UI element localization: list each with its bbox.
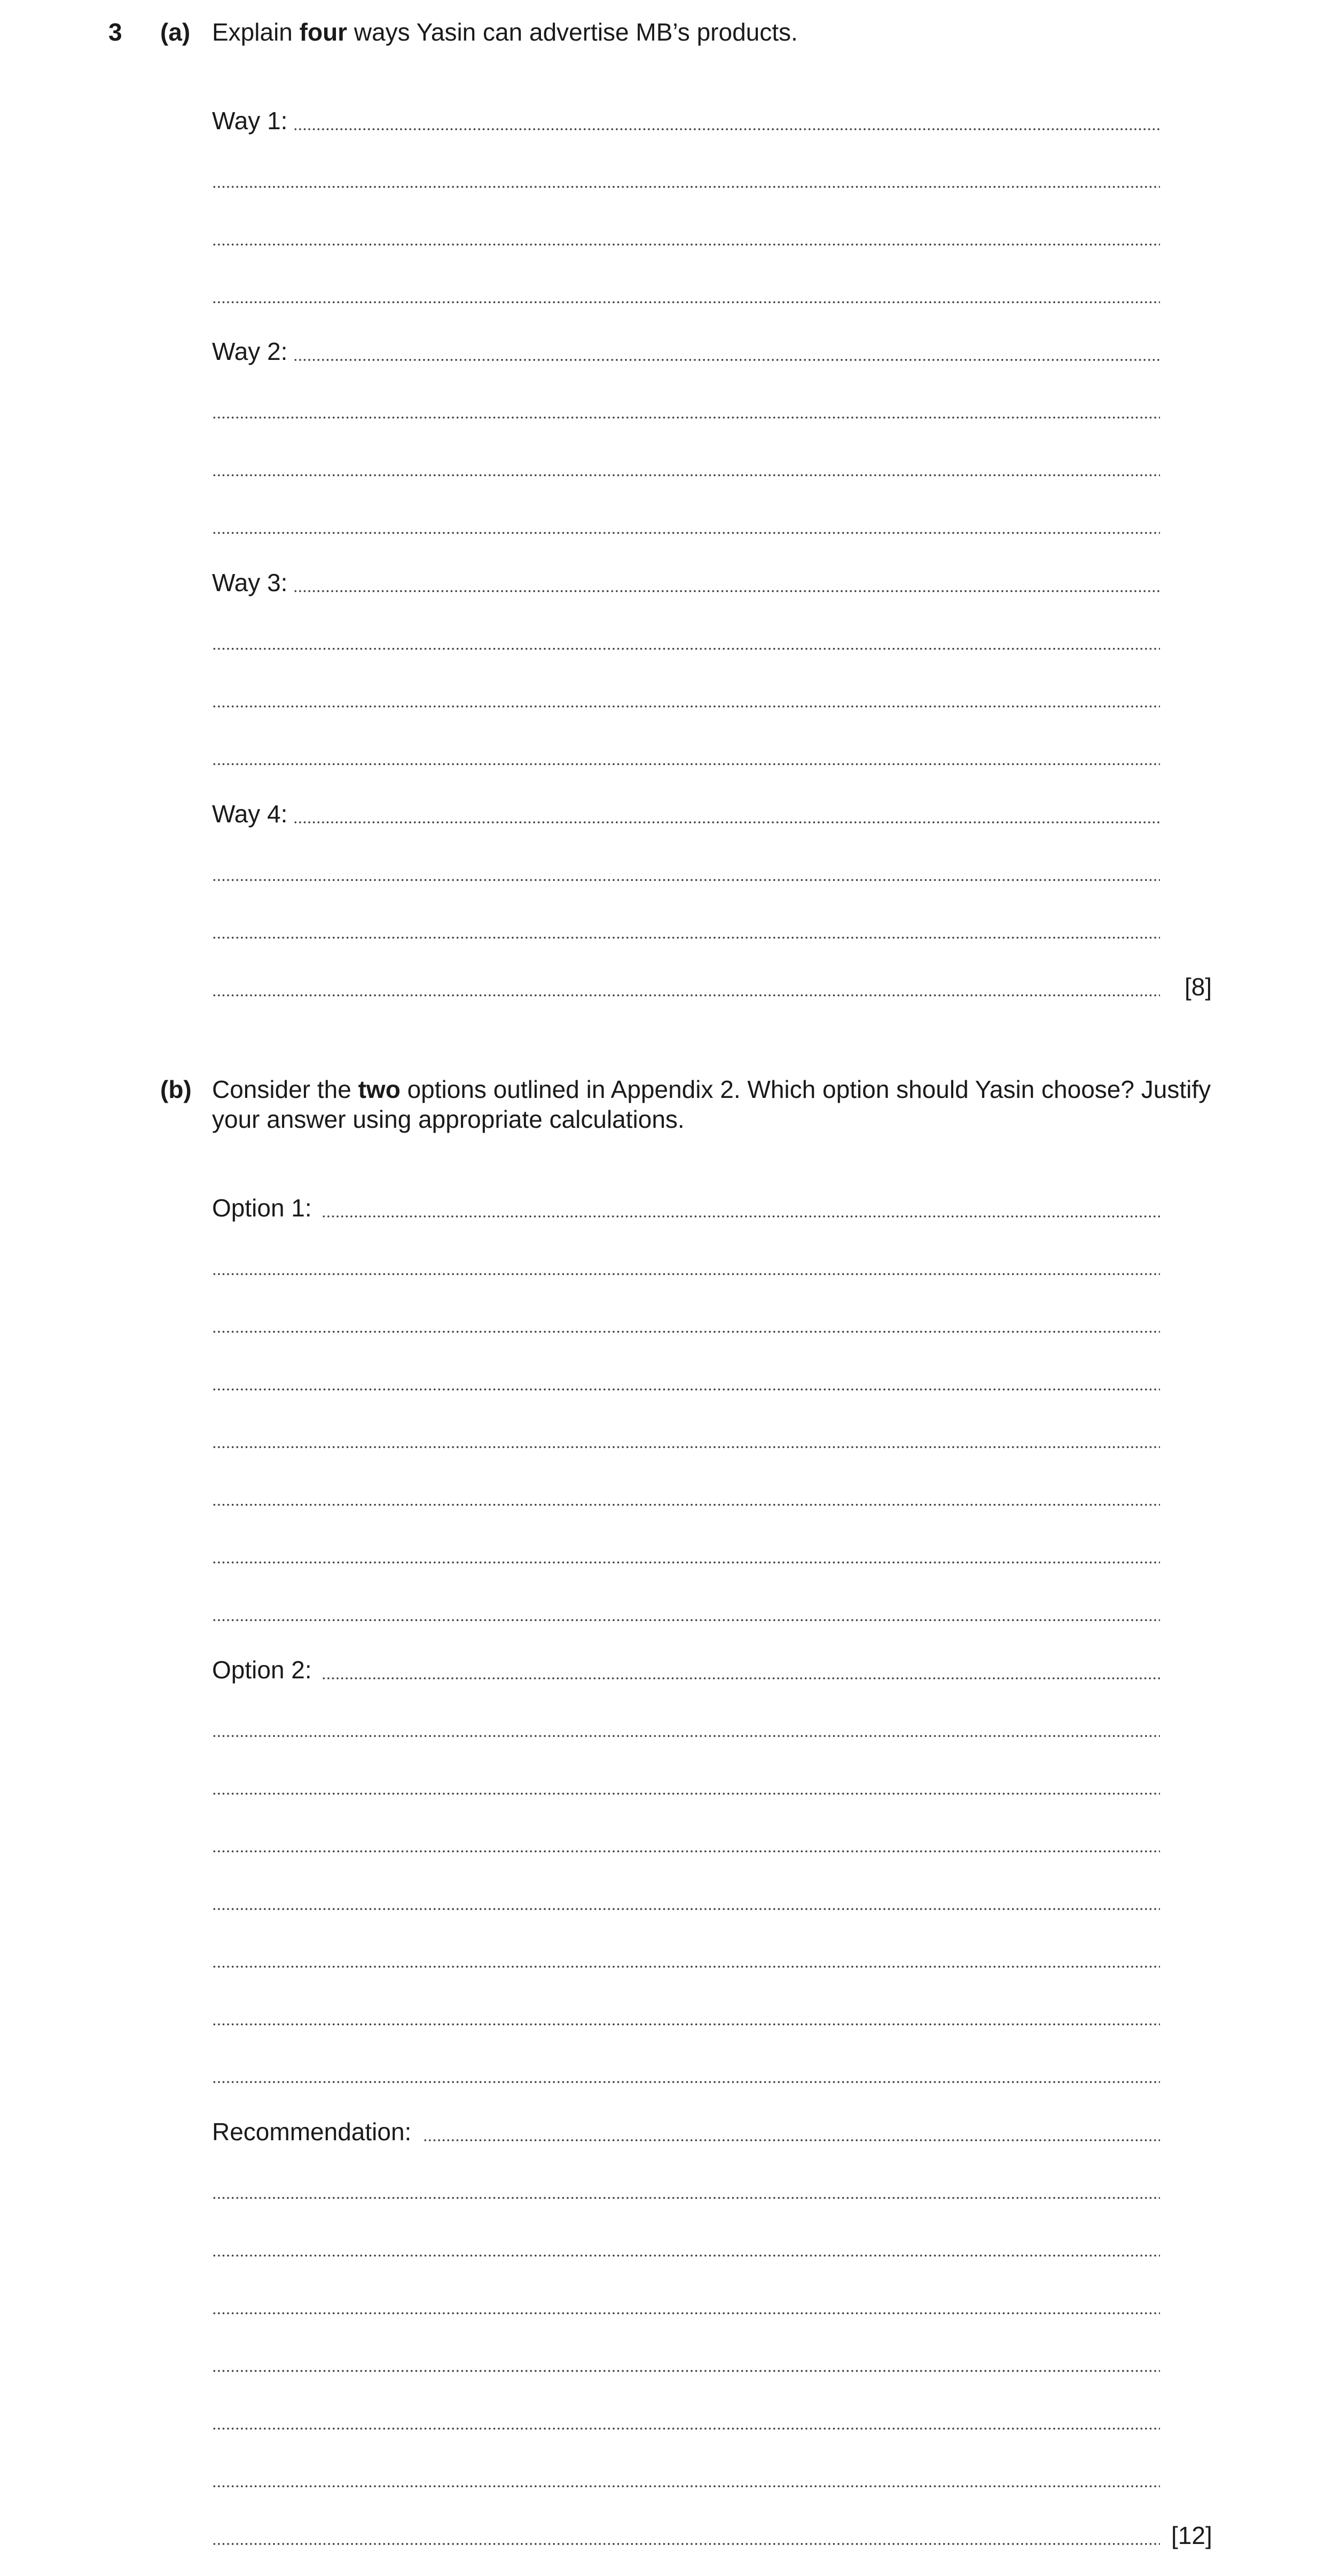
part-a-label: (a)	[160, 18, 191, 46]
answer-line[interactable]	[212, 2519, 1160, 2551]
answer-line-way-3[interactable]	[212, 567, 1160, 599]
dotted-line	[212, 1561, 1160, 1564]
dotted-line	[212, 1446, 1160, 1448]
answer-line[interactable]	[212, 2000, 1160, 2032]
answer-line[interactable]	[212, 1365, 1160, 1397]
dotted-line	[212, 1273, 1160, 1275]
dotted-line	[423, 2139, 1160, 2141]
answer-line-option-2[interactable]	[212, 1654, 1160, 1686]
answer-line[interactable]	[212, 971, 1160, 1003]
part-a-marks: [8]	[1185, 973, 1212, 1001]
dotted-line	[212, 1966, 1160, 1968]
dotted-line	[212, 994, 1160, 996]
answer-line[interactable]	[212, 2173, 1160, 2205]
way-1-label: Way 1:	[212, 107, 288, 135]
dotted-line	[212, 2485, 1160, 2487]
dotted-line	[212, 2197, 1160, 2199]
answer-line[interactable]	[212, 1942, 1160, 1974]
part-b-prompt-emphasis: two	[358, 1075, 401, 1103]
answer-line[interactable]	[212, 624, 1160, 656]
answer-line[interactable]	[212, 2462, 1160, 2494]
dotted-line	[212, 2370, 1160, 2372]
answer-line[interactable]	[212, 278, 1160, 310]
answer-line[interactable]	[212, 2289, 1160, 2321]
answer-line-way-2[interactable]	[212, 335, 1160, 367]
part-a-prompt-emphasis: four	[299, 18, 348, 46]
answer-line[interactable]	[212, 2404, 1160, 2436]
dotted-line	[212, 1388, 1160, 1391]
option-1-label: Option 1:	[212, 1194, 312, 1222]
way-4-label: Way 4:	[212, 800, 288, 828]
dotted-line	[212, 474, 1160, 476]
part-b-label: (b)	[160, 1075, 192, 1103]
answer-line[interactable]	[212, 855, 1160, 888]
recommendation-label: Recommendation:	[212, 2118, 412, 2146]
dotted-line	[293, 128, 1160, 130]
dotted-line	[212, 2312, 1160, 2314]
dotted-line	[212, 1908, 1160, 1910]
dotted-line	[212, 648, 1160, 650]
dotted-line	[212, 2023, 1160, 2025]
answer-line[interactable]	[212, 740, 1160, 772]
answer-line[interactable]	[212, 508, 1160, 540]
dotted-line	[212, 1619, 1160, 1621]
dotted-line	[212, 1850, 1160, 1852]
part-a-prompt-text-end: ways Yasin can advertise MB’s products.	[347, 18, 798, 46]
dotted-line	[322, 1677, 1160, 1679]
dotted-line	[212, 417, 1160, 419]
dotted-line	[212, 1735, 1160, 1737]
answer-line[interactable]	[212, 393, 1160, 425]
dotted-line	[293, 590, 1160, 592]
answer-line[interactable]	[212, 2346, 1160, 2378]
dotted-line	[293, 359, 1160, 361]
dotted-line	[212, 1793, 1160, 1795]
answer-line[interactable]	[212, 682, 1160, 714]
dotted-line	[212, 763, 1160, 765]
way-3-label: Way 3:	[212, 569, 288, 596]
dotted-line	[212, 186, 1160, 188]
answer-line[interactable]	[212, 1769, 1160, 1801]
answer-line[interactable]	[212, 1480, 1160, 1512]
part-b-prompt	[212, 1074, 1227, 1134]
answer-line-way-4[interactable]	[212, 798, 1160, 830]
answer-line[interactable]	[212, 1827, 1160, 1859]
dotted-line	[212, 2543, 1160, 2545]
dotted-line	[212, 1504, 1160, 1506]
dotted-line	[212, 879, 1160, 881]
dotted-line	[212, 532, 1160, 534]
dotted-line	[212, 244, 1160, 246]
answer-line[interactable]	[212, 2231, 1160, 2263]
part-a-prompt-text-start: Explain	[212, 18, 300, 46]
answer-line[interactable]	[212, 162, 1160, 194]
answer-line[interactable]	[212, 220, 1160, 252]
answer-line[interactable]	[212, 1307, 1160, 1339]
way-2-label: Way 2:	[212, 337, 288, 365]
part-b-marks: [12]	[1171, 2522, 1212, 2549]
part-a-prompt	[212, 17, 1227, 47]
dotted-line	[212, 937, 1160, 939]
answer-line-recommendation[interactable]	[212, 2116, 1160, 2148]
answer-line-option-1[interactable]	[212, 1192, 1160, 1224]
dotted-line	[212, 2081, 1160, 2083]
answer-line[interactable]	[212, 1596, 1160, 1628]
dotted-line	[322, 1215, 1160, 1218]
answer-line[interactable]	[212, 1250, 1160, 1282]
part-b-prompt-text-middle: options outlined in Appendix 2. Which option should Yasin choose? Justify	[400, 1075, 1211, 1103]
answer-line[interactable]	[212, 1538, 1160, 1570]
dotted-line	[212, 1331, 1160, 1333]
option-2-label: Option 2:	[212, 1656, 312, 1684]
answer-line[interactable]	[212, 1423, 1160, 1455]
answer-line[interactable]	[212, 2057, 1160, 2090]
part-b-prompt-text-end: your answer using appropriate calculations.	[212, 1105, 685, 1133]
answer-line[interactable]	[212, 1711, 1160, 1743]
answer-line[interactable]	[212, 451, 1160, 483]
dotted-line	[212, 301, 1160, 303]
part-b-prompt-text-start: Consider the	[212, 1075, 358, 1103]
answer-line-way-1[interactable]	[212, 105, 1160, 137]
question-number: 3	[108, 18, 122, 46]
dotted-line	[212, 2255, 1160, 2257]
dotted-line	[212, 2428, 1160, 2430]
dotted-line	[212, 705, 1160, 708]
answer-line[interactable]	[212, 1884, 1160, 1917]
answer-line[interactable]	[212, 913, 1160, 945]
dotted-line	[293, 821, 1160, 823]
